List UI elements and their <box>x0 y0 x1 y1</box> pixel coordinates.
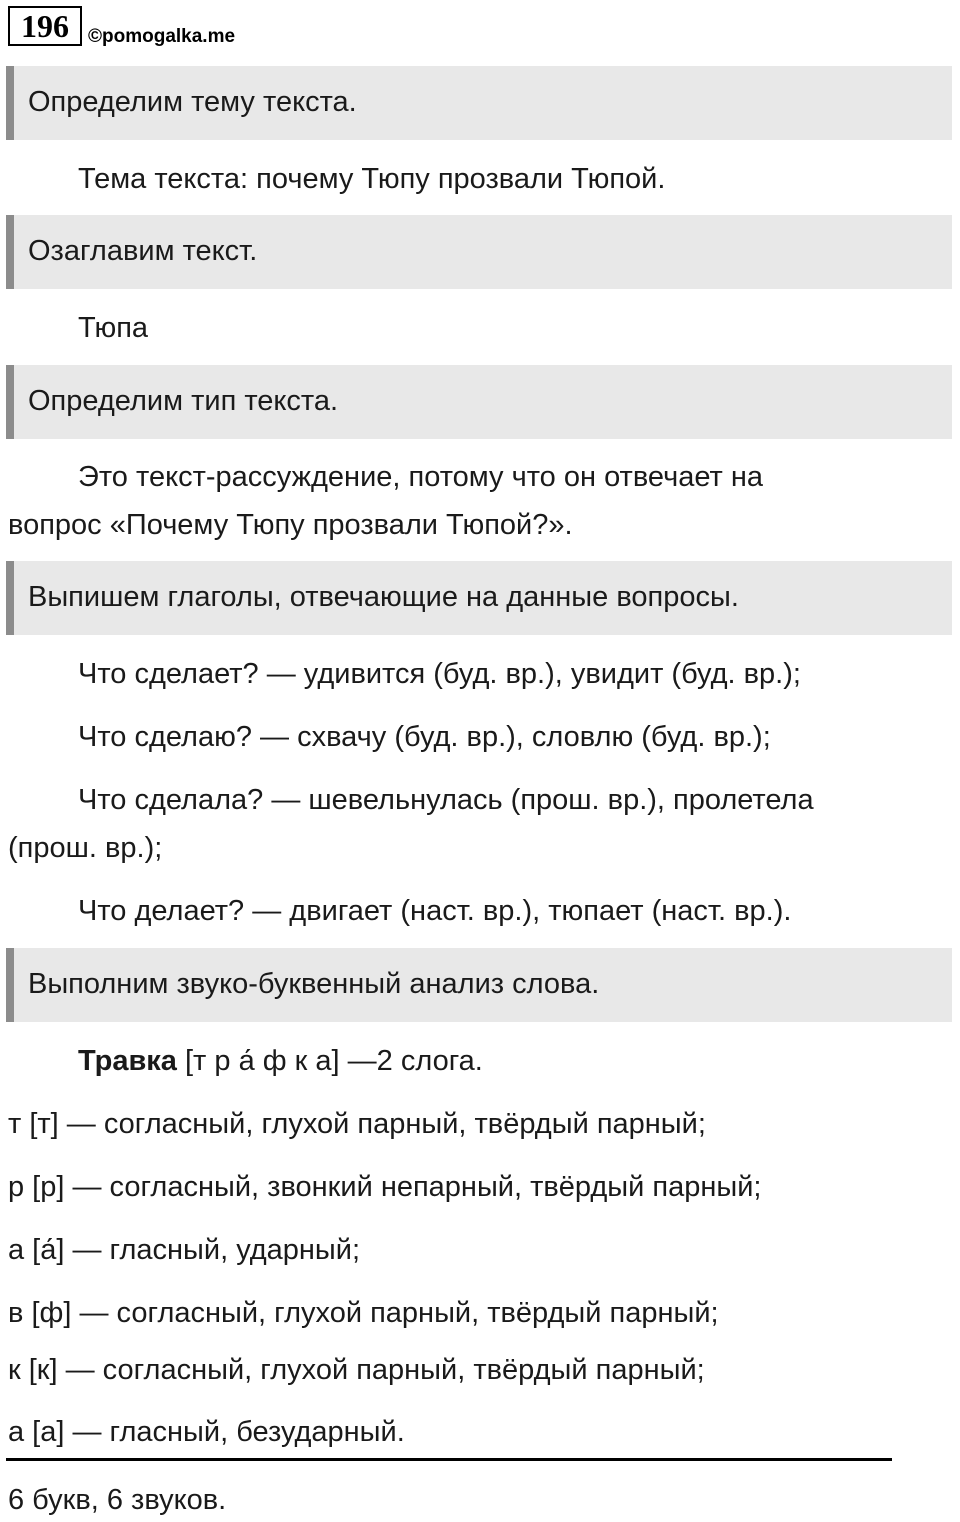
section-heading-title <box>6 215 952 289</box>
site-watermark: ©pomogalka.me <box>88 26 236 47</box>
title-answer: Тюпа <box>78 312 149 344</box>
letter-line: р [р] — согласный, звонкий непарный, твёрдый парный; <box>8 1171 762 1203</box>
letter-line: к [к] — согласный, глухой парный, твёрдый парный; <box>8 1354 705 1386</box>
heading-text: Озаглавим текст. <box>28 235 258 267</box>
heading-text: Выполним звуко-буквенный анализ слова. <box>28 968 600 1000</box>
section-heading-verbs <box>6 561 952 635</box>
summary-divider <box>6 1458 892 1461</box>
letter-line: а [а] — гласный, безударный. <box>8 1416 405 1448</box>
section-heading-topic <box>6 66 952 140</box>
topic-answer: Тема текста: почему Тюпу прозвали Тюпой. <box>78 163 666 195</box>
analysis-summary: 6 букв, 6 звуков. <box>8 1484 227 1516</box>
heading-text: Определим тип текста. <box>28 385 339 417</box>
verbs-line-4: Что делает? — двигает (наст. вр.), тюпает (наст. вр.). <box>78 895 792 927</box>
verbs-line-3a: Что сделала? — шевельнулась (прош. вр.), пролетела <box>78 784 814 816</box>
letter-line: в [ф] — согласный, глухой парный, твёрдый парный; <box>8 1297 719 1329</box>
analysis-word-line <box>78 1044 483 1078</box>
analysis-transcription: [т р а́ ф к а] —2 слога. <box>176 1045 483 1077</box>
task-number: 196 <box>8 6 82 46</box>
verbs-line-2: Что сделаю? — схвачу (буд. вр.), словлю (буд. вр.); <box>78 721 771 753</box>
letter-line: а [а́] — гласный, ударный; <box>8 1234 361 1266</box>
type-answer-line1: Это текст-рассуждение, потому что он отвечает на <box>78 461 763 493</box>
type-answer-line2: вопрос «Почему Тюпу прозвали Тюпой?». <box>8 509 573 541</box>
analysis-word: Травка <box>78 1045 177 1077</box>
heading-text: Выпишем глаголы, отвечающие на данные вопросы. <box>28 581 739 613</box>
heading-text: Определим тему текста. <box>28 86 357 118</box>
verbs-line-3b: (прош. вр.); <box>8 832 163 864</box>
letter-line: т [т] — согласный, глухой парный, твёрдый парный; <box>8 1108 706 1140</box>
verbs-line-1: Что сделает? — удивится (буд. вр.), увидит (буд. вр.); <box>78 658 801 690</box>
section-heading-type <box>6 365 952 439</box>
section-heading-analysis <box>6 948 952 1022</box>
